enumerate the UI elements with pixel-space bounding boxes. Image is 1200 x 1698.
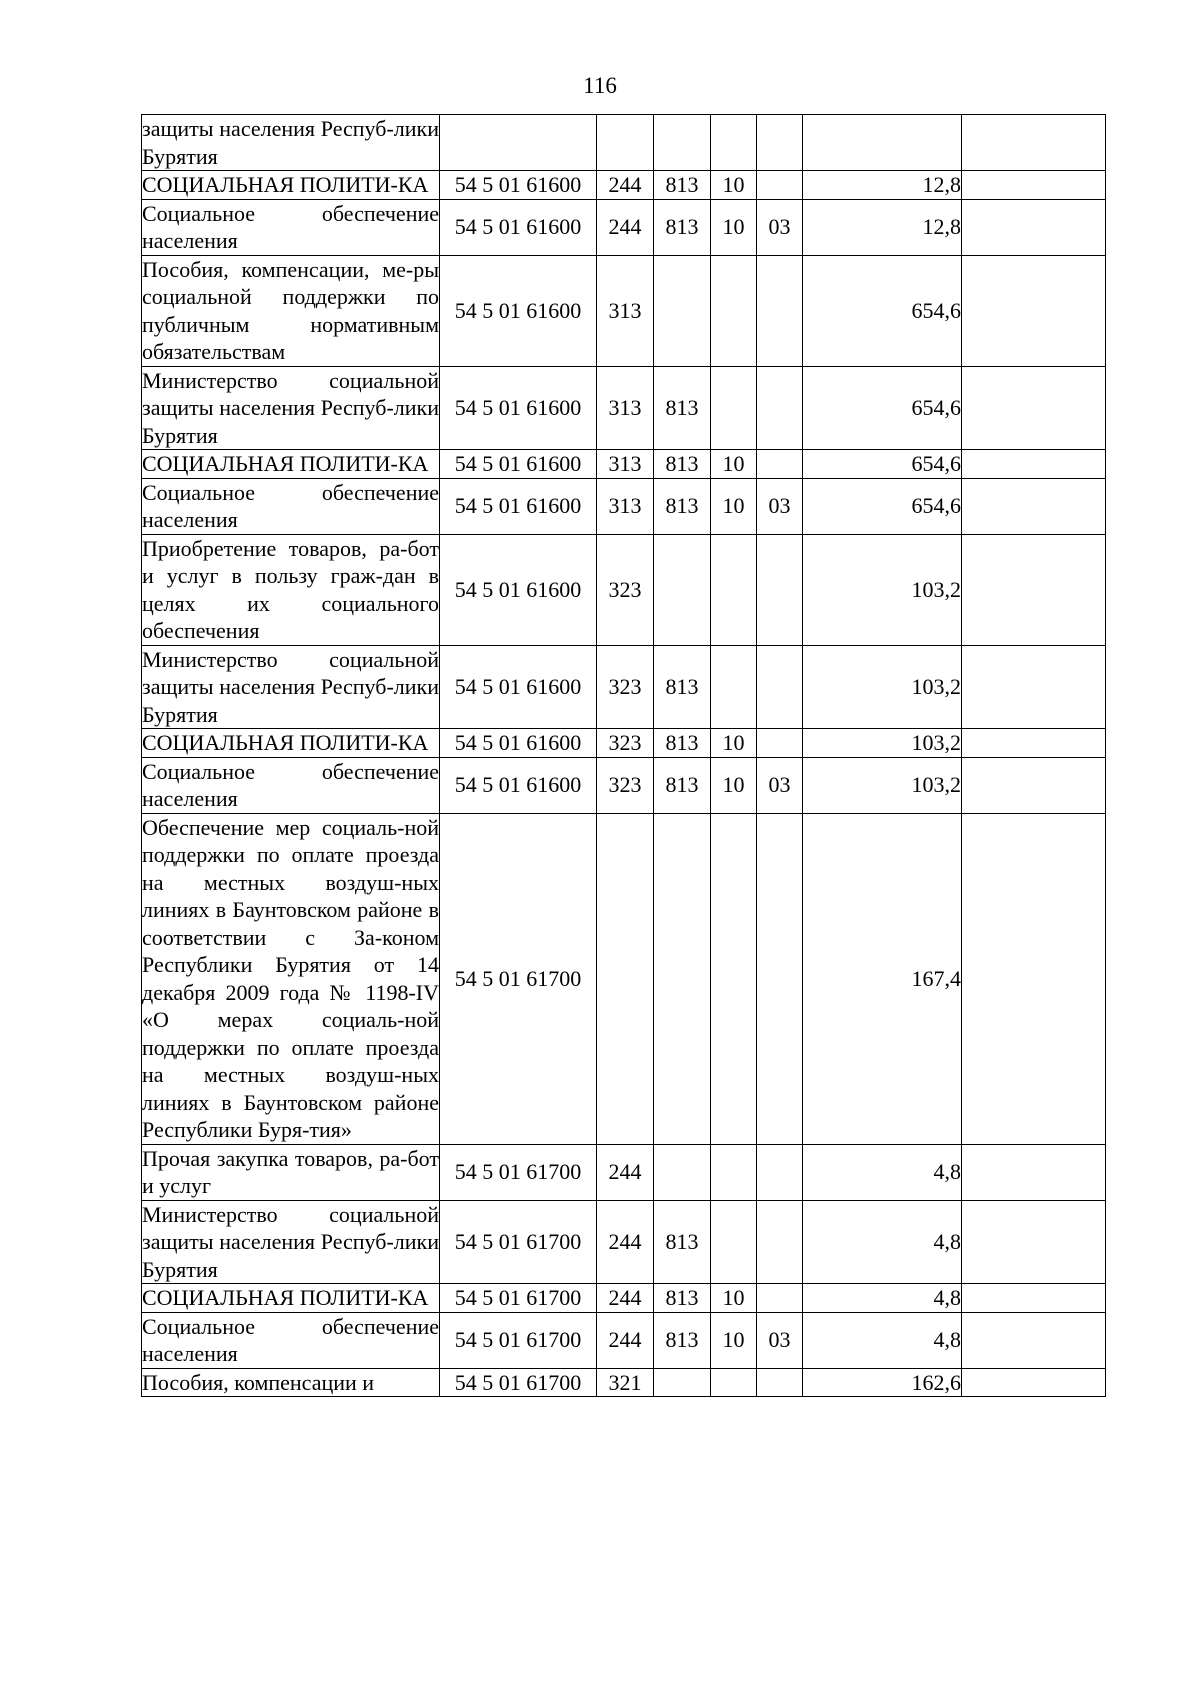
expense-type-cell xyxy=(597,115,654,171)
row-name-cell: Министерство социальной защиты населения Респуб-лики Бурятия xyxy=(142,367,439,448)
target-article-code-cell xyxy=(440,115,597,171)
empty-cell xyxy=(962,645,1106,729)
expense-type-cell: 313 xyxy=(597,450,654,479)
row-name-cell: Социальное обеспечение населения xyxy=(142,200,439,253)
administrator-code-cell xyxy=(654,1144,711,1200)
subsection-code-cell xyxy=(757,813,803,1144)
expense-type-cell: 244 xyxy=(597,171,654,200)
section-code-cell: 10 xyxy=(711,757,757,813)
row-name-cell: Пособия, компенсации и xyxy=(142,1368,440,1397)
table-row xyxy=(142,1368,1106,1397)
table-row xyxy=(142,1200,1106,1284)
table-row xyxy=(142,255,1106,366)
expense-type-cell: 313 xyxy=(597,366,654,450)
administrator-code-cell: 813 xyxy=(654,366,711,450)
administrator-code-cell: 813 xyxy=(654,450,711,479)
amount-cell: 654,6 xyxy=(803,478,962,534)
amount-cell: 654,6 xyxy=(803,255,962,366)
amount-cell: 654,6 xyxy=(803,366,962,450)
section-code-cell: 10 xyxy=(711,450,757,479)
amount-cell: 162,6 xyxy=(803,1368,962,1397)
table-row xyxy=(142,366,1106,450)
empty-cell xyxy=(962,115,1106,171)
administrator-code-cell xyxy=(654,813,711,1144)
amount-cell xyxy=(803,115,962,171)
section-code-cell: 10 xyxy=(711,1312,757,1368)
section-code-cell xyxy=(711,813,757,1144)
table-row xyxy=(142,450,1106,479)
expense-type-cell: 244 xyxy=(597,1284,654,1313)
section-code-cell: 10 xyxy=(711,1284,757,1313)
empty-cell xyxy=(962,255,1106,366)
subsection-code-cell: 03 xyxy=(757,478,803,534)
subsection-code-cell xyxy=(757,255,803,366)
row-name-cell: СОЦИАЛЬНАЯ ПОЛИТИ-КА xyxy=(142,171,440,200)
section-code-cell xyxy=(711,1144,757,1200)
subsection-code-cell xyxy=(757,1200,803,1284)
row-name-cell: Министерство социальной защиты населения Респуб-лики Бурятия xyxy=(142,1201,439,1282)
row-name-cell: Приобретение товаров, ра-бот и услуг в пользу граж-дан в целях их социального обеспечения xyxy=(142,535,439,643)
subsection-code-cell xyxy=(757,534,803,645)
administrator-code-cell xyxy=(654,115,711,171)
target-article-code-cell: 54 5 01 61600 xyxy=(440,729,597,758)
row-name-cell: Прочая закупка товаров, ра-бот и услуг xyxy=(142,1145,439,1198)
expense-type-cell: 323 xyxy=(597,757,654,813)
empty-cell xyxy=(962,1312,1106,1368)
section-code-cell: 10 xyxy=(711,729,757,758)
subsection-code-cell xyxy=(757,1368,803,1397)
table-row xyxy=(142,645,1106,729)
empty-cell xyxy=(962,729,1106,758)
row-name-cell: СОЦИАЛЬНАЯ ПОЛИТИ-КА xyxy=(142,729,440,758)
administrator-code-cell xyxy=(654,255,711,366)
table-row xyxy=(142,813,1106,1144)
administrator-code-cell: 813 xyxy=(654,757,711,813)
empty-cell xyxy=(962,534,1106,645)
table-row xyxy=(142,1312,1106,1368)
table-row xyxy=(142,729,1106,758)
administrator-code-cell: 813 xyxy=(654,478,711,534)
empty-cell xyxy=(962,171,1106,200)
amount-cell: 4,8 xyxy=(803,1284,962,1313)
row-name-cell: Обеспечение мер социаль-ной поддержки по оплате проезда на местных воздуш-ных линиях в Баунтовском районе в соответствии с За-коном Республики Бурятия от 14 декабря 2009 года № 1198-IV «О мерах социаль-ной поддержки по оплате проезда на местных воздуш-ных линиях в Баунтовском районе Республики Буря-тия» xyxy=(142,814,439,1142)
empty-cell xyxy=(962,1144,1106,1200)
administrator-code-cell: 813 xyxy=(654,199,711,255)
row-name-cell: защиты населения Респуб-лики Бурятия xyxy=(142,116,439,169)
administrator-code-cell: 813 xyxy=(654,1312,711,1368)
subsection-code-cell xyxy=(757,645,803,729)
amount-cell: 103,2 xyxy=(803,645,962,729)
section-code-cell xyxy=(711,115,757,171)
target-article-code-cell: 54 5 01 61600 xyxy=(440,171,597,200)
table-row xyxy=(142,199,1106,255)
subsection-code-cell: 03 xyxy=(757,199,803,255)
amount-cell: 103,2 xyxy=(803,729,962,758)
amount-cell: 4,8 xyxy=(803,1144,962,1200)
subsection-code-cell: 03 xyxy=(757,757,803,813)
subsection-code-cell xyxy=(757,1144,803,1200)
amount-cell: 167,4 xyxy=(803,813,962,1144)
target-article-code-cell: 54 5 01 61700 xyxy=(440,1312,597,1368)
target-article-code-cell: 54 5 01 61600 xyxy=(440,757,597,813)
expense-type-cell: 323 xyxy=(597,534,654,645)
expense-type-cell: 313 xyxy=(597,478,654,534)
target-article-code-cell: 54 5 01 61700 xyxy=(440,1284,597,1313)
amount-cell: 103,2 xyxy=(803,757,962,813)
empty-cell xyxy=(962,1284,1106,1313)
administrator-code-cell: 813 xyxy=(654,645,711,729)
table-row xyxy=(142,478,1106,534)
target-article-code-cell: 54 5 01 61600 xyxy=(440,450,597,479)
amount-cell: 4,8 xyxy=(803,1200,962,1284)
row-name-cell: Пособия, компенсации, ме-ры социальной поддержки по публичным нормативным обязательствам xyxy=(142,256,439,364)
amount-cell: 12,8 xyxy=(803,199,962,255)
expense-type-cell: 244 xyxy=(597,1144,654,1200)
target-article-code-cell: 54 5 01 61700 xyxy=(440,1368,597,1397)
expense-type-cell: 313 xyxy=(597,255,654,366)
administrator-code-cell xyxy=(654,534,711,645)
row-name-cell: СОЦИАЛЬНАЯ ПОЛИТИ-КА xyxy=(142,1284,440,1313)
administrator-code-cell: 813 xyxy=(654,1200,711,1284)
expense-type-cell: 244 xyxy=(597,1312,654,1368)
subsection-code-cell: 03 xyxy=(757,1312,803,1368)
subsection-code-cell xyxy=(757,366,803,450)
administrator-code-cell: 813 xyxy=(654,1284,711,1313)
table-row xyxy=(142,1144,1106,1200)
administrator-code-cell: 813 xyxy=(654,171,711,200)
row-name-cell: СОЦИАЛЬНАЯ ПОЛИТИ-КА xyxy=(142,450,440,479)
empty-cell xyxy=(962,1200,1106,1284)
table-body xyxy=(142,115,1106,1397)
target-article-code-cell: 54 5 01 61600 xyxy=(440,199,597,255)
table-row xyxy=(142,534,1106,645)
empty-cell xyxy=(962,366,1106,450)
subsection-code-cell xyxy=(757,115,803,171)
empty-cell xyxy=(962,478,1106,534)
expense-type-cell xyxy=(597,813,654,1144)
target-article-code-cell: 54 5 01 61600 xyxy=(440,534,597,645)
expense-type-cell: 323 xyxy=(597,645,654,729)
section-code-cell xyxy=(711,1368,757,1397)
target-article-code-cell: 54 5 01 61600 xyxy=(440,366,597,450)
amount-cell: 654,6 xyxy=(803,450,962,479)
expense-type-cell: 321 xyxy=(597,1368,654,1397)
subsection-code-cell xyxy=(757,450,803,479)
target-article-code-cell: 54 5 01 61700 xyxy=(440,1200,597,1284)
expense-type-cell: 244 xyxy=(597,1200,654,1284)
section-code-cell xyxy=(711,366,757,450)
section-code-cell xyxy=(711,1200,757,1284)
section-code-cell xyxy=(711,645,757,729)
empty-cell xyxy=(962,757,1106,813)
table-row xyxy=(142,115,1106,171)
target-article-code-cell: 54 5 01 61700 xyxy=(440,813,597,1144)
empty-cell xyxy=(962,199,1106,255)
target-article-code-cell: 54 5 01 61600 xyxy=(440,645,597,729)
row-name-cell: Министерство социальной защиты населения Респуб-лики Бурятия xyxy=(142,646,439,727)
section-code-cell: 10 xyxy=(711,478,757,534)
section-code-cell: 10 xyxy=(711,199,757,255)
empty-cell xyxy=(962,813,1106,1144)
subsection-code-cell xyxy=(757,729,803,758)
subsection-code-cell xyxy=(757,171,803,200)
expense-type-cell: 244 xyxy=(597,199,654,255)
empty-cell xyxy=(962,450,1106,479)
section-code-cell xyxy=(711,255,757,366)
empty-cell xyxy=(962,1368,1106,1397)
budget-table xyxy=(141,114,1106,1397)
table-row xyxy=(142,1284,1106,1313)
section-code-cell xyxy=(711,534,757,645)
administrator-code-cell: 813 xyxy=(654,729,711,758)
table-row xyxy=(142,171,1106,200)
amount-cell: 103,2 xyxy=(803,534,962,645)
target-article-code-cell: 54 5 01 61600 xyxy=(440,255,597,366)
row-name-cell: Социальное обеспечение населения xyxy=(142,479,439,532)
row-name-cell: Социальное обеспечение населения xyxy=(142,758,439,811)
amount-cell: 12,8 xyxy=(803,171,962,200)
expense-type-cell: 323 xyxy=(597,729,654,758)
target-article-code-cell: 54 5 01 61600 xyxy=(440,478,597,534)
subsection-code-cell xyxy=(757,1284,803,1313)
section-code-cell: 10 xyxy=(711,171,757,200)
page-number: 116 xyxy=(583,73,617,98)
target-article-code-cell: 54 5 01 61700 xyxy=(440,1144,597,1200)
row-name-cell: Социальное обеспечение населения xyxy=(142,1313,439,1366)
administrator-code-cell xyxy=(654,1368,711,1397)
amount-cell: 4,8 xyxy=(803,1312,962,1368)
table-row xyxy=(142,757,1106,813)
